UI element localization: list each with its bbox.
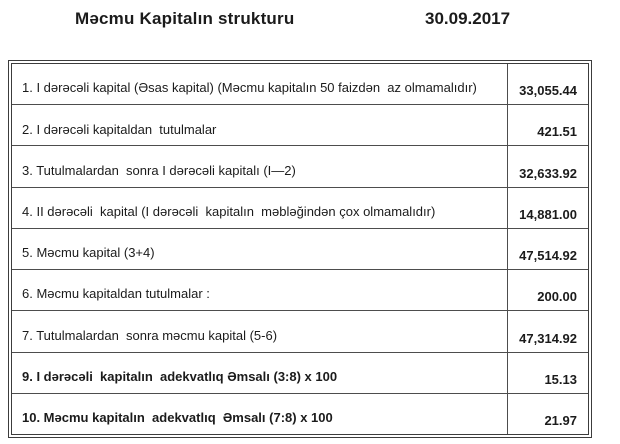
row-label: 4. II dərəcəli kapital (I dərəcəli kapitalın məbləğindən çox olmamalıdır) <box>22 203 436 219</box>
row-label: 10. Məcmu kapitalın adekvatlıq Əmsalı (7:8) x 100 <box>22 410 333 426</box>
table-row <box>12 394 588 434</box>
capital-structure-table <box>8 60 592 438</box>
table-row <box>12 64 588 105</box>
row-value: 47,314.92 <box>507 311 588 351</box>
row-label: 7. Tutulmalardan sonra məcmu kapital (5-6) <box>22 327 278 343</box>
row-value: 200.00 <box>507 270 588 310</box>
row-label: 3. Tutulmalardan sonra I dərəcəli kapitalı (I—2) <box>22 162 296 178</box>
row-label: 9. I dərəcəli kapitalın adekvatlıq Əmsalı (3:8) x 100 <box>22 368 338 384</box>
row-value: 421.51 <box>507 105 588 145</box>
table-row <box>12 270 588 311</box>
row-label: 5. Məcmu kapital (3+4) <box>22 245 155 261</box>
row-value: 14,881.00 <box>507 188 588 228</box>
table-row <box>12 229 588 270</box>
table-row <box>12 353 588 394</box>
report-date: 30.09.2017 <box>425 9 511 28</box>
row-value: 47,514.92 <box>507 229 588 269</box>
row-label: 6. Məcmu kapitaldan tutulmalar : <box>22 286 210 302</box>
row-value: 33,055.44 <box>507 64 588 104</box>
report-header <box>0 7 620 37</box>
page-title: Məcmu Kapitalın strukturu <box>75 9 295 28</box>
row-value: 21.97 <box>507 394 588 434</box>
table-row <box>12 105 588 146</box>
table-row <box>12 311 588 352</box>
row-value: 15.13 <box>507 353 588 393</box>
row-label: 1. I dərəcəli kapital (Əsas kapital) (Məcmu kapitalın 50 faizdən az olmamalıdır) <box>22 80 477 96</box>
row-value: 32,633.92 <box>507 146 588 186</box>
table-row <box>12 188 588 229</box>
table-row <box>12 146 588 187</box>
row-label: 2. I dərəcəli kapitaldan tutulmalar <box>22 121 217 137</box>
